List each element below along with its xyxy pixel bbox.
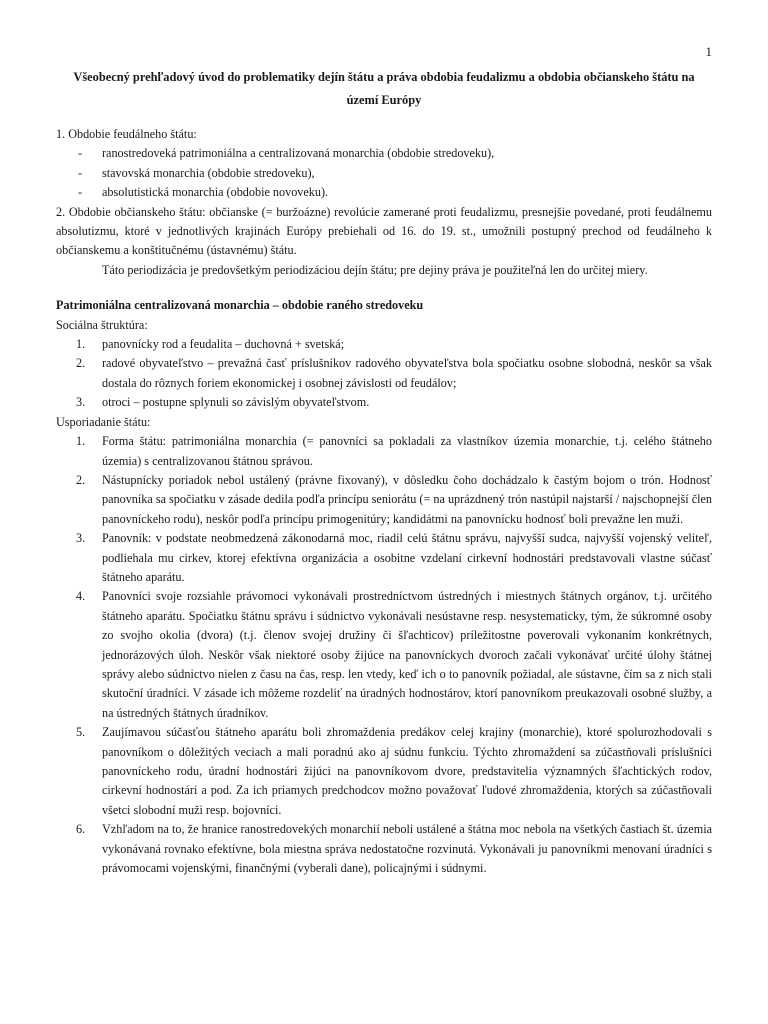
list-item xyxy=(56,471,712,529)
list-item-text: Panovník: v podstate neobmedzená zákonodarná moc, riadil celú štátnu správu, najvyšší sudca, najvyšší vojenský veliteľ, podliehala mu cirkev, ktorej efektívna organizácia a osobitne vzdelaní cirkevní hodnostári predstavovali vlastne súčasť štátneho aparátu. xyxy=(102,531,712,584)
page-number: 1 xyxy=(705,44,712,59)
list-item xyxy=(56,529,712,587)
periodization-note: Táto periodizácia je predovšetkým periodizáciou dejín štátu; pre dejiny práva je použiteľná len do určitej miery. xyxy=(102,262,648,277)
list-item xyxy=(56,354,712,393)
period2-paragraph: 2. Obdobie občianskeho štátu: občianske (= buržoázne) revolúcie zamerané proti feudalizmu, presnejšie povedané, proti feudálnemu absolutizmu, ktoré v jednotlivých krajinách Európy prebiehali od 16. do 19. st., umožnili postupný prechod od feudálneho k občianskemu a konštitučnému (ústavnému) štátu. xyxy=(56,204,712,258)
list-item-text: Forma štátu: patrimoniálna monarchia (= panovníci sa pokladali za vlastníkov územia monarchie, t.j. celého štátneho územia) s centralizovanou štátnou správou. xyxy=(102,434,712,468)
list-item xyxy=(56,144,712,163)
dash-bullet: - xyxy=(78,165,83,180)
period1-heading: 1. Obdobie feudálneho štátu: xyxy=(56,127,197,141)
list-number: 2. xyxy=(76,356,86,371)
list-item-text: stavovská monarchia (obdobie stredoveku), xyxy=(102,165,315,180)
list-item-text: Nástupnícky poriadok nebol ustálený (právne fixovaný), v dôsledku čoho dochádzalo k častým bojom o trón. Hodnosť panovníka sa spočiatku v zásade dedila podľa princípu seniorátu (= na uprázdnený trón nastúpil najstarší / najschopnejší člen panovníckeho rodu), neskôr podľa princípu primogenitúry; kandidátmi na panovnícku hodnosť boli prevažne len muži. xyxy=(102,472,712,526)
list-item xyxy=(56,335,712,354)
list-number: 1. xyxy=(76,434,86,449)
list-number: 2. xyxy=(76,472,86,487)
list-item xyxy=(56,432,712,471)
list-item xyxy=(56,393,712,412)
list-item xyxy=(56,587,712,723)
list-item-text: Zaujímavou súčasťou štátneho aparátu boli zhromaždenia predákov celej krajiny (monarchie), ktoré spolurozhodovali s panovníkom o dôležitých veciach a mali poradnú ako aj súdnu funkciu. Týchto zhromaždení sa zúčastňovali príslušníci panovníckeho rodu, úradní hodnostári žijúci na panovníkovom dvore, predstavitelia významných šľachtických rodov, cirkevní hodnostári a pod. Za ich priamych predchodcov možno považovať ľudové zhromaždenia, ktorých sa zúčastňovali všetci slobodní muži resp. bojovníci. xyxy=(102,725,712,817)
list-number: 1. xyxy=(76,337,86,352)
list-number: 5. xyxy=(76,725,86,740)
list-number: 6. xyxy=(76,822,86,837)
list-item xyxy=(56,820,712,878)
list-item-text: Vzhľadom na to, že hranice ranostredovekých monarchií neboli ustálené a štátna moc nebola na všetkých častiach št. územia vykonávaná rovnako efektívne, bola miestna správa nedostatočne rozvinutá. Vykonávali ju panovníkmi menovaní úradníci s právomocami vojenskými, finančnými (vyberali dane), policajnými i súdnymi. xyxy=(102,822,712,876)
document-title: Všeobecný prehľadový úvod do problematiky dejín štátu a práva obdobia feudalizmu a obdobia občianskeho štátu na území Európy xyxy=(73,70,695,107)
section-heading: Patrimoniálna centralizovaná monarchia – obdobie raného stredoveku xyxy=(56,298,424,313)
state-organization-label: Usporiadanie štátu: xyxy=(56,414,151,429)
list-item-text: panovnícky rod a feudalita – duchovná + svetská; xyxy=(102,337,345,352)
list-item-text: ranostredoveká patrimoniálna a centralizovaná monarchia (obdobie stredoveku), xyxy=(102,146,495,161)
list-number: 4. xyxy=(76,589,86,604)
list-item xyxy=(56,183,712,202)
list-number: 3. xyxy=(76,395,86,410)
document-body xyxy=(56,125,712,878)
dash-bullet: - xyxy=(78,185,83,200)
list-item-text: absolutistická monarchia (obdobie novoveku). xyxy=(102,185,329,200)
list-item xyxy=(56,164,712,183)
social-structure-label: Sociálna štruktúra: xyxy=(56,317,148,332)
list-item-text: Panovníci svoje rozsiahle právomoci vykonávali prostredníctvom ústredných i miestnych štátnych orgánov, t.j. určitého štátneho aparátu. Spočiatku štátnu správu i súdnictvo vykonávali nesústavne resp. nesystematicky, tým, že súkromné osoby zo svojho okolia (dvora) (t.j. členov svojej družiny či šľachticov) príležitostne poverovali vykonaním konkrétnych, jednorázových úloh. Neskôr však niektoré osoby žijúce na panovníckych dvoroch začali vykonávať určité úlohy štátnej správy alebo súdnictvo nielen z času na čas, resp. len vtedy, keď ich o to panovník požiadal, ale sústavne, čím sa z nich stali skutoční úradníci. V zásade ich môžeme rozdeliť na úradných hodnostárov, ktorí panovníkom preukazovali osobné služby, a na ústredných štátnych úradníkov. xyxy=(102,589,712,720)
list-item-text: otroci – postupne splynuli so závislým obyvateľstvom. xyxy=(102,395,370,410)
list-item-text: radové obyvateľstvo – prevažná časť príslušníkov radového obyvateľstva bola spočiatku osobne slobodná, neskôr sa však dostala do rôznych foriem ekonomickej i osobnej závislosti od feudálov; xyxy=(102,356,712,390)
dash-bullet: - xyxy=(78,146,83,161)
list-number: 3. xyxy=(76,531,86,546)
list-item xyxy=(56,723,712,820)
